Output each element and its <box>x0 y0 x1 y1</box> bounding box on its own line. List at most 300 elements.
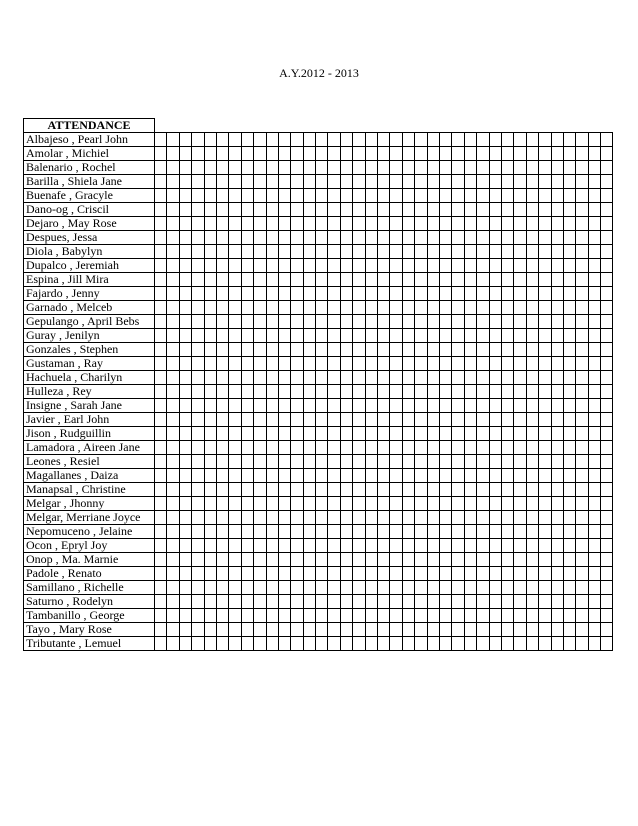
attendance-cell[interactable] <box>241 147 253 161</box>
attendance-cell[interactable] <box>291 259 303 273</box>
attendance-cell[interactable] <box>216 539 228 553</box>
attendance-cell[interactable] <box>588 623 600 637</box>
attendance-cell[interactable] <box>241 595 253 609</box>
attendance-cell[interactable] <box>501 455 513 469</box>
attendance-cell[interactable] <box>551 189 563 203</box>
attendance-cell[interactable] <box>402 469 414 483</box>
attendance-cell[interactable] <box>378 441 390 455</box>
attendance-cell[interactable] <box>501 203 513 217</box>
attendance-cell[interactable] <box>514 399 526 413</box>
attendance-cell[interactable] <box>167 637 179 651</box>
attendance-cell[interactable] <box>316 133 328 147</box>
attendance-cell[interactable] <box>216 259 228 273</box>
attendance-cell[interactable] <box>526 357 538 371</box>
attendance-cell[interactable] <box>390 161 402 175</box>
attendance-cell[interactable] <box>266 511 278 525</box>
attendance-cell[interactable] <box>551 147 563 161</box>
attendance-cell[interactable] <box>551 315 563 329</box>
attendance-cell[interactable] <box>452 217 464 231</box>
attendance-cell[interactable] <box>167 371 179 385</box>
attendance-cell[interactable] <box>576 469 588 483</box>
attendance-cell[interactable] <box>278 329 290 343</box>
attendance-cell[interactable] <box>155 189 167 203</box>
attendance-cell[interactable] <box>204 609 216 623</box>
attendance-cell[interactable] <box>353 455 365 469</box>
attendance-cell[interactable] <box>563 203 575 217</box>
attendance-cell[interactable] <box>291 539 303 553</box>
attendance-cell[interactable] <box>241 441 253 455</box>
attendance-cell[interactable] <box>464 413 476 427</box>
attendance-cell[interactable] <box>340 595 352 609</box>
attendance-cell[interactable] <box>241 175 253 189</box>
attendance-cell[interactable] <box>427 623 439 637</box>
attendance-cell[interactable] <box>328 245 340 259</box>
attendance-cell[interactable] <box>415 231 427 245</box>
attendance-cell[interactable] <box>266 245 278 259</box>
attendance-cell[interactable] <box>216 455 228 469</box>
attendance-cell[interactable] <box>464 161 476 175</box>
attendance-cell[interactable] <box>501 413 513 427</box>
attendance-cell[interactable] <box>439 413 451 427</box>
attendance-cell[interactable] <box>316 175 328 189</box>
attendance-cell[interactable] <box>551 511 563 525</box>
attendance-cell[interactable] <box>464 189 476 203</box>
attendance-cell[interactable] <box>439 301 451 315</box>
attendance-cell[interactable] <box>588 413 600 427</box>
attendance-cell[interactable] <box>229 567 241 581</box>
attendance-cell[interactable] <box>588 637 600 651</box>
attendance-cell[interactable] <box>303 567 315 581</box>
attendance-cell[interactable] <box>390 483 402 497</box>
attendance-cell[interactable] <box>390 245 402 259</box>
attendance-cell[interactable] <box>204 455 216 469</box>
attendance-cell[interactable] <box>501 147 513 161</box>
attendance-cell[interactable] <box>216 287 228 301</box>
attendance-cell[interactable] <box>167 245 179 259</box>
attendance-cell[interactable] <box>588 273 600 287</box>
attendance-cell[interactable] <box>241 637 253 651</box>
attendance-cell[interactable] <box>601 539 613 553</box>
attendance-cell[interactable] <box>328 511 340 525</box>
attendance-cell[interactable] <box>167 203 179 217</box>
attendance-cell[interactable] <box>551 413 563 427</box>
attendance-cell[interactable] <box>254 399 266 413</box>
attendance-cell[interactable] <box>464 623 476 637</box>
attendance-cell[interactable] <box>254 469 266 483</box>
attendance-cell[interactable] <box>551 217 563 231</box>
attendance-cell[interactable] <box>365 399 377 413</box>
attendance-cell[interactable] <box>192 511 204 525</box>
attendance-cell[interactable] <box>291 273 303 287</box>
attendance-cell[interactable] <box>588 343 600 357</box>
attendance-cell[interactable] <box>254 385 266 399</box>
attendance-cell[interactable] <box>291 511 303 525</box>
attendance-cell[interactable] <box>254 273 266 287</box>
attendance-cell[interactable] <box>241 371 253 385</box>
attendance-cell[interactable] <box>204 371 216 385</box>
attendance-cell[interactable] <box>365 273 377 287</box>
attendance-cell[interactable] <box>402 441 414 455</box>
attendance-cell[interactable] <box>266 273 278 287</box>
attendance-cell[interactable] <box>402 413 414 427</box>
attendance-cell[interactable] <box>601 385 613 399</box>
attendance-cell[interactable] <box>229 371 241 385</box>
attendance-cell[interactable] <box>601 245 613 259</box>
attendance-cell[interactable] <box>155 595 167 609</box>
attendance-cell[interactable] <box>563 637 575 651</box>
attendance-cell[interactable] <box>229 525 241 539</box>
attendance-cell[interactable] <box>563 385 575 399</box>
attendance-cell[interactable] <box>601 455 613 469</box>
attendance-cell[interactable] <box>316 245 328 259</box>
attendance-cell[interactable] <box>402 315 414 329</box>
attendance-cell[interactable] <box>390 147 402 161</box>
attendance-cell[interactable] <box>563 245 575 259</box>
attendance-cell[interactable] <box>464 133 476 147</box>
attendance-cell[interactable] <box>204 329 216 343</box>
attendance-cell[interactable] <box>328 273 340 287</box>
attendance-cell[interactable] <box>464 385 476 399</box>
attendance-cell[interactable] <box>340 399 352 413</box>
attendance-cell[interactable] <box>464 595 476 609</box>
attendance-cell[interactable] <box>526 371 538 385</box>
attendance-cell[interactable] <box>501 245 513 259</box>
attendance-cell[interactable] <box>216 315 228 329</box>
attendance-cell[interactable] <box>439 525 451 539</box>
attendance-cell[interactable] <box>179 245 191 259</box>
attendance-cell[interactable] <box>464 441 476 455</box>
attendance-cell[interactable] <box>514 483 526 497</box>
attendance-cell[interactable] <box>501 511 513 525</box>
attendance-cell[interactable] <box>514 609 526 623</box>
attendance-cell[interactable] <box>563 231 575 245</box>
attendance-cell[interactable] <box>576 245 588 259</box>
attendance-cell[interactable] <box>167 175 179 189</box>
attendance-cell[interactable] <box>192 357 204 371</box>
attendance-cell[interactable] <box>415 511 427 525</box>
attendance-cell[interactable] <box>155 399 167 413</box>
attendance-cell[interactable] <box>588 189 600 203</box>
attendance-cell[interactable] <box>353 497 365 511</box>
attendance-cell[interactable] <box>539 427 551 441</box>
attendance-cell[interactable] <box>526 539 538 553</box>
attendance-cell[interactable] <box>204 357 216 371</box>
attendance-cell[interactable] <box>254 259 266 273</box>
attendance-cell[interactable] <box>167 581 179 595</box>
attendance-cell[interactable] <box>563 553 575 567</box>
attendance-cell[interactable] <box>167 147 179 161</box>
attendance-cell[interactable] <box>328 483 340 497</box>
attendance-cell[interactable] <box>167 413 179 427</box>
attendance-cell[interactable] <box>155 609 167 623</box>
attendance-cell[interactable] <box>464 203 476 217</box>
attendance-cell[interactable] <box>402 385 414 399</box>
attendance-cell[interactable] <box>192 287 204 301</box>
attendance-cell[interactable] <box>254 315 266 329</box>
attendance-cell[interactable] <box>179 231 191 245</box>
attendance-cell[interactable] <box>501 161 513 175</box>
attendance-cell[interactable] <box>601 525 613 539</box>
attendance-cell[interactable] <box>489 217 501 231</box>
attendance-cell[interactable] <box>415 469 427 483</box>
attendance-cell[interactable] <box>563 511 575 525</box>
attendance-cell[interactable] <box>452 497 464 511</box>
attendance-cell[interactable] <box>489 595 501 609</box>
attendance-cell[interactable] <box>179 385 191 399</box>
attendance-cell[interactable] <box>241 301 253 315</box>
attendance-cell[interactable] <box>204 427 216 441</box>
attendance-cell[interactable] <box>452 553 464 567</box>
attendance-cell[interactable] <box>501 329 513 343</box>
attendance-cell[interactable] <box>551 637 563 651</box>
attendance-cell[interactable] <box>439 245 451 259</box>
attendance-cell[interactable] <box>563 455 575 469</box>
attendance-cell[interactable] <box>452 609 464 623</box>
attendance-cell[interactable] <box>489 259 501 273</box>
attendance-cell[interactable] <box>303 553 315 567</box>
attendance-cell[interactable] <box>439 427 451 441</box>
attendance-cell[interactable] <box>155 217 167 231</box>
attendance-cell[interactable] <box>452 245 464 259</box>
attendance-cell[interactable] <box>192 567 204 581</box>
attendance-cell[interactable] <box>328 455 340 469</box>
attendance-cell[interactable] <box>167 441 179 455</box>
attendance-cell[interactable] <box>601 329 613 343</box>
attendance-cell[interactable] <box>477 553 489 567</box>
attendance-cell[interactable] <box>551 273 563 287</box>
attendance-cell[interactable] <box>204 217 216 231</box>
attendance-cell[interactable] <box>204 553 216 567</box>
attendance-cell[interactable] <box>229 539 241 553</box>
attendance-cell[interactable] <box>303 259 315 273</box>
attendance-cell[interactable] <box>179 525 191 539</box>
attendance-cell[interactable] <box>328 161 340 175</box>
attendance-cell[interactable] <box>192 371 204 385</box>
attendance-cell[interactable] <box>402 455 414 469</box>
attendance-cell[interactable] <box>390 287 402 301</box>
attendance-cell[interactable] <box>452 287 464 301</box>
attendance-cell[interactable] <box>390 469 402 483</box>
attendance-cell[interactable] <box>378 231 390 245</box>
attendance-cell[interactable] <box>229 203 241 217</box>
attendance-cell[interactable] <box>601 203 613 217</box>
attendance-cell[interactable] <box>415 483 427 497</box>
attendance-cell[interactable] <box>576 455 588 469</box>
attendance-cell[interactable] <box>588 581 600 595</box>
attendance-cell[interactable] <box>155 329 167 343</box>
attendance-cell[interactable] <box>378 511 390 525</box>
attendance-cell[interactable] <box>167 287 179 301</box>
attendance-cell[interactable] <box>266 427 278 441</box>
attendance-cell[interactable] <box>588 231 600 245</box>
attendance-cell[interactable] <box>216 385 228 399</box>
attendance-cell[interactable] <box>278 539 290 553</box>
attendance-cell[interactable] <box>155 469 167 483</box>
attendance-cell[interactable] <box>278 203 290 217</box>
attendance-cell[interactable] <box>303 497 315 511</box>
attendance-cell[interactable] <box>415 217 427 231</box>
attendance-cell[interactable] <box>241 623 253 637</box>
attendance-cell[interactable] <box>378 385 390 399</box>
attendance-cell[interactable] <box>353 371 365 385</box>
attendance-cell[interactable] <box>514 637 526 651</box>
attendance-cell[interactable] <box>365 511 377 525</box>
attendance-cell[interactable] <box>278 217 290 231</box>
attendance-cell[interactable] <box>539 161 551 175</box>
attendance-cell[interactable] <box>241 609 253 623</box>
attendance-cell[interactable] <box>266 315 278 329</box>
attendance-cell[interactable] <box>501 441 513 455</box>
attendance-cell[interactable] <box>229 399 241 413</box>
attendance-cell[interactable] <box>155 245 167 259</box>
attendance-cell[interactable] <box>291 455 303 469</box>
attendance-cell[interactable] <box>328 357 340 371</box>
attendance-cell[interactable] <box>576 217 588 231</box>
attendance-cell[interactable] <box>216 273 228 287</box>
attendance-cell[interactable] <box>427 203 439 217</box>
attendance-cell[interactable] <box>155 413 167 427</box>
attendance-cell[interactable] <box>601 637 613 651</box>
attendance-cell[interactable] <box>167 595 179 609</box>
attendance-cell[interactable] <box>551 133 563 147</box>
attendance-cell[interactable] <box>427 175 439 189</box>
attendance-cell[interactable] <box>179 189 191 203</box>
attendance-cell[interactable] <box>278 497 290 511</box>
attendance-cell[interactable] <box>477 343 489 357</box>
attendance-cell[interactable] <box>402 161 414 175</box>
attendance-cell[interactable] <box>551 427 563 441</box>
attendance-cell[interactable] <box>601 189 613 203</box>
attendance-cell[interactable] <box>254 581 266 595</box>
attendance-cell[interactable] <box>340 455 352 469</box>
attendance-cell[interactable] <box>551 595 563 609</box>
attendance-cell[interactable] <box>526 567 538 581</box>
attendance-cell[interactable] <box>551 455 563 469</box>
attendance-cell[interactable] <box>241 385 253 399</box>
attendance-cell[interactable] <box>601 231 613 245</box>
attendance-cell[interactable] <box>464 245 476 259</box>
attendance-cell[interactable] <box>254 623 266 637</box>
attendance-cell[interactable] <box>353 595 365 609</box>
attendance-cell[interactable] <box>316 231 328 245</box>
attendance-cell[interactable] <box>365 539 377 553</box>
attendance-cell[interactable] <box>216 203 228 217</box>
attendance-cell[interactable] <box>340 525 352 539</box>
attendance-cell[interactable] <box>378 413 390 427</box>
attendance-cell[interactable] <box>291 329 303 343</box>
attendance-cell[interactable] <box>452 623 464 637</box>
attendance-cell[interactable] <box>477 637 489 651</box>
attendance-cell[interactable] <box>241 413 253 427</box>
attendance-cell[interactable] <box>439 553 451 567</box>
attendance-cell[interactable] <box>278 287 290 301</box>
attendance-cell[interactable] <box>229 595 241 609</box>
attendance-cell[interactable] <box>179 637 191 651</box>
attendance-cell[interactable] <box>328 329 340 343</box>
attendance-cell[interactable] <box>402 189 414 203</box>
attendance-cell[interactable] <box>514 553 526 567</box>
attendance-cell[interactable] <box>303 371 315 385</box>
attendance-cell[interactable] <box>439 371 451 385</box>
attendance-cell[interactable] <box>514 427 526 441</box>
attendance-cell[interactable] <box>576 203 588 217</box>
attendance-cell[interactable] <box>514 595 526 609</box>
attendance-cell[interactable] <box>316 385 328 399</box>
attendance-cell[interactable] <box>316 259 328 273</box>
attendance-cell[interactable] <box>216 399 228 413</box>
attendance-cell[interactable] <box>303 581 315 595</box>
attendance-cell[interactable] <box>303 147 315 161</box>
attendance-cell[interactable] <box>601 567 613 581</box>
attendance-cell[interactable] <box>328 553 340 567</box>
attendance-cell[interactable] <box>427 497 439 511</box>
attendance-cell[interactable] <box>390 357 402 371</box>
attendance-cell[interactable] <box>526 609 538 623</box>
attendance-cell[interactable] <box>588 567 600 581</box>
attendance-cell[interactable] <box>340 259 352 273</box>
attendance-cell[interactable] <box>179 581 191 595</box>
attendance-cell[interactable] <box>378 553 390 567</box>
attendance-cell[interactable] <box>402 399 414 413</box>
attendance-cell[interactable] <box>229 511 241 525</box>
attendance-cell[interactable] <box>241 273 253 287</box>
attendance-cell[interactable] <box>353 469 365 483</box>
attendance-cell[interactable] <box>576 427 588 441</box>
attendance-cell[interactable] <box>477 385 489 399</box>
attendance-cell[interactable] <box>303 217 315 231</box>
attendance-cell[interactable] <box>452 539 464 553</box>
attendance-cell[interactable] <box>204 441 216 455</box>
attendance-cell[interactable] <box>427 273 439 287</box>
attendance-cell[interactable] <box>601 301 613 315</box>
attendance-cell[interactable] <box>402 357 414 371</box>
attendance-cell[interactable] <box>477 595 489 609</box>
attendance-cell[interactable] <box>155 133 167 147</box>
attendance-cell[interactable] <box>303 161 315 175</box>
attendance-cell[interactable] <box>588 259 600 273</box>
attendance-cell[interactable] <box>378 301 390 315</box>
attendance-cell[interactable] <box>415 259 427 273</box>
attendance-cell[interactable] <box>303 329 315 343</box>
attendance-cell[interactable] <box>501 553 513 567</box>
attendance-cell[interactable] <box>477 161 489 175</box>
attendance-cell[interactable] <box>427 245 439 259</box>
attendance-cell[interactable] <box>601 413 613 427</box>
attendance-cell[interactable] <box>204 343 216 357</box>
attendance-cell[interactable] <box>167 343 179 357</box>
attendance-cell[interactable] <box>563 371 575 385</box>
attendance-cell[interactable] <box>563 469 575 483</box>
attendance-cell[interactable] <box>489 343 501 357</box>
attendance-cell[interactable] <box>415 245 427 259</box>
attendance-cell[interactable] <box>439 329 451 343</box>
attendance-cell[interactable] <box>316 511 328 525</box>
attendance-cell[interactable] <box>477 273 489 287</box>
attendance-cell[interactable] <box>204 511 216 525</box>
attendance-cell[interactable] <box>316 441 328 455</box>
attendance-cell[interactable] <box>316 147 328 161</box>
attendance-cell[interactable] <box>402 147 414 161</box>
attendance-cell[interactable] <box>179 175 191 189</box>
attendance-cell[interactable] <box>316 497 328 511</box>
attendance-cell[interactable] <box>365 189 377 203</box>
attendance-cell[interactable] <box>340 497 352 511</box>
attendance-cell[interactable] <box>365 301 377 315</box>
attendance-cell[interactable] <box>464 343 476 357</box>
attendance-cell[interactable] <box>539 357 551 371</box>
attendance-cell[interactable] <box>526 455 538 469</box>
attendance-cell[interactable] <box>303 637 315 651</box>
